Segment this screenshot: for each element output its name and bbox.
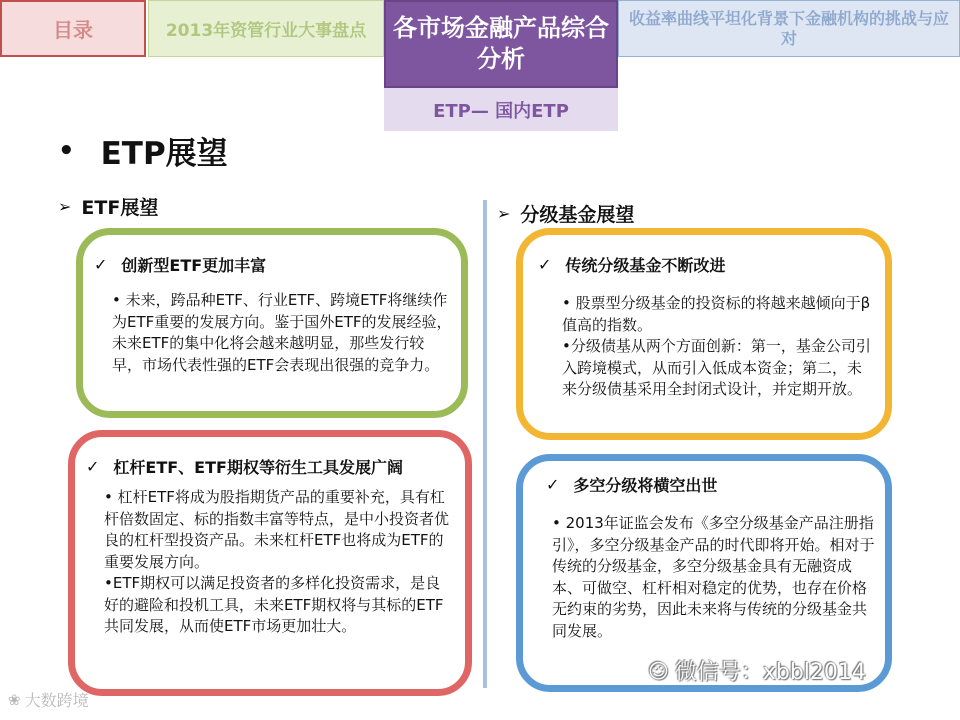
page-title bbox=[58, 128, 228, 173]
section-heading-etf bbox=[58, 193, 158, 220]
box-long-short-heading-text: 多空分级将横空出世 bbox=[573, 476, 718, 495]
page-title-text: ETP展望 bbox=[100, 136, 228, 172]
box-innovative-etf-body bbox=[112, 290, 452, 376]
check-icon: ✓ bbox=[94, 255, 108, 274]
box-traditional-graded-body bbox=[562, 293, 874, 401]
paragraph: • 2013年证监会发布《多空分级基金产品注册指引》，多空分级基金产品的时代即将开始。相对于传统的分级基金，多空分级基金具有无融资成本、可做空、杠杆相对稳定的优势，也存在价格无约束的劣势，因此未来将与传统的分级基金共同发展。 bbox=[552, 514, 875, 640]
box-innovative-etf-heading-text: 创新型ETF更加丰富 bbox=[121, 256, 267, 275]
section-heading-etf-text: ETF展望 bbox=[81, 197, 159, 219]
check-icon: ✓ bbox=[538, 255, 552, 274]
paragraph: •ETF期权可以满足投资者的多样化投资需求，是良好的避险和投机工具，未来ETF期权将与其标的ETF共同发展，从而使ETF市场更加壮大。 bbox=[104, 574, 444, 635]
box-long-short-body bbox=[552, 513, 878, 642]
paragraph: • 股票型分级基金的投资标的将越来越倾向于β值高的指数。 bbox=[562, 294, 871, 334]
section-heading-graded-fund-text: 分级基金展望 bbox=[520, 204, 635, 226]
tab-market-analysis[interactable]: 各市场金融产品综合分析 bbox=[384, 0, 618, 88]
box-traditional-graded-heading bbox=[538, 253, 725, 276]
box-long-short-heading bbox=[546, 473, 717, 496]
section-heading-graded-fund bbox=[497, 200, 634, 227]
watermark-left bbox=[8, 688, 89, 711]
box-traditional-graded-heading-text: 传统分级基金不断改进 bbox=[565, 256, 726, 275]
check-icon: ✓ bbox=[86, 457, 100, 476]
bullet-icon: • bbox=[58, 135, 75, 166]
check-icon: ✓ bbox=[546, 475, 560, 494]
box-derivatives-heading bbox=[86, 455, 403, 478]
top-nav bbox=[0, 0, 960, 73]
box-derivatives-heading-text: 杠杆ETF、ETF期权等衍生工具发展广阔 bbox=[113, 458, 403, 477]
box-innovative-etf-heading bbox=[94, 253, 266, 276]
tab-contents[interactable]: 目录 bbox=[0, 0, 146, 57]
paragraph: • 杠杆ETF将成为股指期货产品的重要补充，具有杠杆倍数固定、标的指数丰富等特点，是中小投资者优良的杠杆型投资产品。未来杠杆ETF也将成为ETF的重要发展方向。 bbox=[104, 488, 450, 571]
paragraph: • 未来，跨品种ETF、行业ETF、跨境ETF将继续作为ETF重要的发展方向。鉴于国外ETF的发展经验，未来ETF的集中化将会越来越明显，那些发行较早，市场代表性强的ETF会表现出很强的竞争力。 bbox=[112, 291, 452, 374]
tab-yield-curve[interactable]: 收益率曲线平坦化背景下金融机构的挑战与应对 bbox=[618, 0, 960, 57]
tab-2013-review[interactable]: 2013年资管行业大事盘点 bbox=[148, 0, 384, 57]
wechat-icon: ☺ bbox=[648, 658, 669, 683]
box-derivatives-body bbox=[104, 487, 454, 638]
watermark-logo-icon: ❀ bbox=[8, 690, 21, 709]
paragraph: •分级债基从两个方面创新：第一，基金公司引入跨境模式，从而引入低成本资金；第二，未来分级债基采用全封闭式设计，并定期开放。 bbox=[562, 337, 871, 398]
watermark-left-text: 大数跨境 bbox=[24, 691, 89, 710]
arrow-bullet-icon: ➢ bbox=[58, 197, 72, 216]
arrow-bullet-icon: ➢ bbox=[497, 204, 511, 223]
column-divider bbox=[483, 200, 487, 688]
subtab-etp-domestic[interactable]: ETP— 国内ETP bbox=[384, 88, 618, 131]
watermark-right-text: 微信号：xbbl2014 bbox=[674, 660, 866, 685]
watermark-right bbox=[648, 655, 866, 686]
